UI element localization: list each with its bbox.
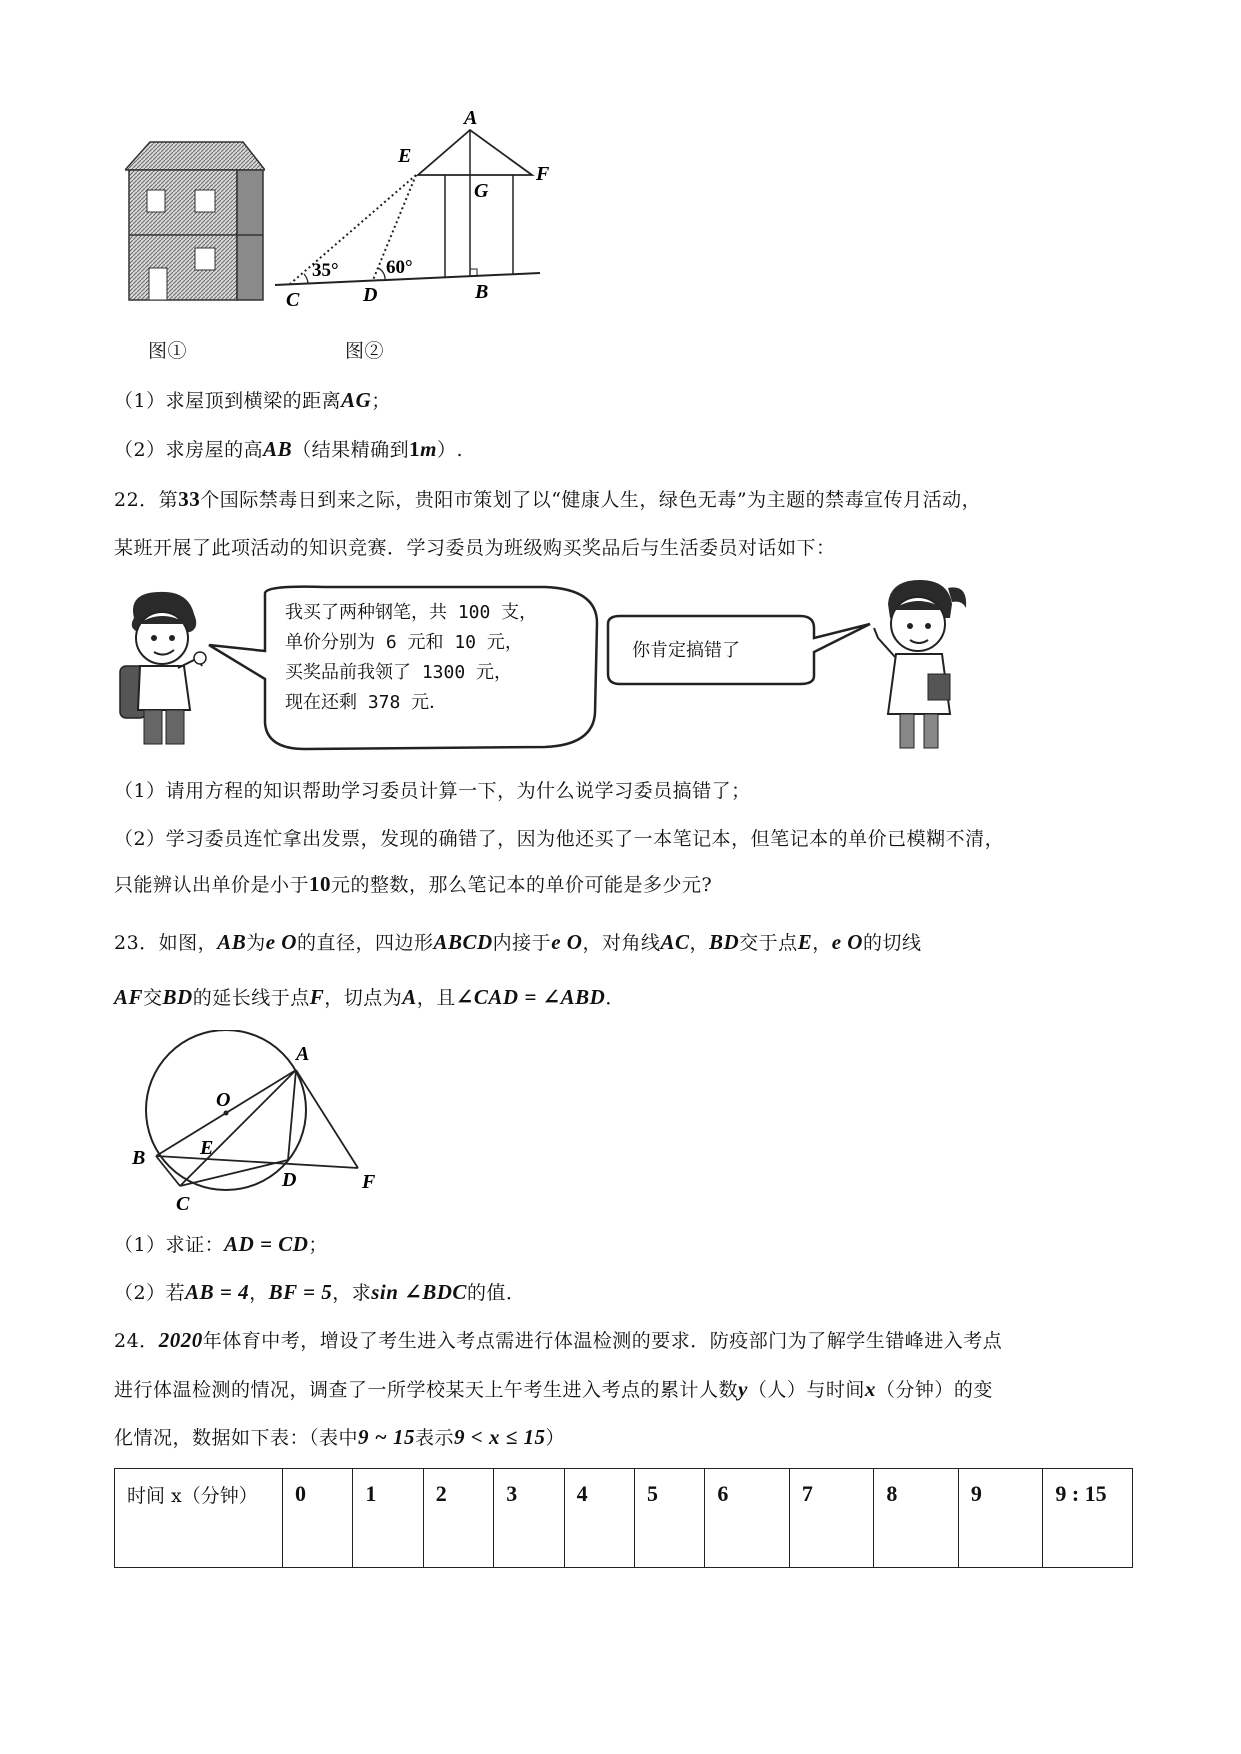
math-expression: e O	[265, 930, 297, 954]
q23-part2	[114, 1278, 525, 1305]
q22-part2-line2: 只能辨认出单价是小于10元的整数，那么笔记本的单价可能是多少元?	[114, 872, 713, 896]
geometry-figure	[270, 108, 590, 308]
text-segment: ，	[249, 1282, 269, 1304]
q24-line3	[114, 1423, 565, 1450]
label-B: B	[475, 281, 489, 303]
q21-part1: （1）求屋顶到横梁的距离AG；	[114, 388, 391, 412]
text-segment: 为	[246, 932, 266, 954]
text-segment: 交	[143, 987, 163, 1009]
math-expression: e O	[831, 930, 863, 954]
label-C: C	[286, 289, 300, 308]
q22-line1: 22．第33个国际禁毒日到来之际，贵阳市策划了以“健康人生，绿色无毒”为主题的禁毒宣传月活动，	[114, 487, 982, 511]
figure-caption-1: 图①	[148, 340, 188, 362]
q23-line1	[114, 928, 921, 955]
q22-part1: （1）请用方程的知识帮助学习委员计算一下，为什么说学习委员搞错了；	[114, 780, 751, 802]
angle-35: 35°	[312, 260, 339, 281]
text-segment: ，	[689, 932, 709, 954]
math-expression: sin ∠BDC	[371, 1280, 467, 1304]
text-segment: 的延长线于点	[192, 987, 310, 1009]
math-expression: y	[738, 1377, 748, 1401]
circle-label-C: C	[176, 1193, 190, 1212]
text-segment: ，	[812, 932, 832, 954]
text-segment: （分钟）的变	[875, 1379, 993, 1401]
text-segment: 交于点	[739, 932, 798, 954]
text-segment: （1）求证：	[114, 1234, 225, 1256]
q22-part2-line1: （2）学习委员连忙拿出发票，发现的确错了，因为他还买了一本笔记本，但笔记本的单价已模糊不清，	[114, 828, 1005, 850]
text-segment: 的直径，四边形	[296, 932, 434, 954]
text-segment: （2）若	[114, 1282, 186, 1304]
q22-line2: 某班开展了此项活动的知识竞赛．学习委员为班级购买奖品后与生活委员对话如下：	[114, 537, 836, 559]
math-expression: F	[309, 985, 325, 1009]
q23-line2	[114, 983, 625, 1010]
text-segment: 表示	[414, 1427, 454, 1449]
table-cell: 3	[494, 1469, 564, 1568]
circle-label-D: D	[282, 1169, 297, 1191]
girl-speech-text: 你肯定搞错了	[632, 640, 740, 661]
text-segment: ，求	[332, 1282, 372, 1304]
boy-speech-line: 我买了两种钢笔，共 100 支，	[285, 602, 538, 623]
label-D: D	[363, 284, 378, 306]
circle-label-A: A	[296, 1043, 310, 1065]
math-expression: ABCD	[433, 930, 493, 954]
time-data-table	[114, 1468, 1133, 1568]
q24-line2	[114, 1375, 993, 1402]
table-cell: 9	[958, 1469, 1042, 1568]
math-expression: AB = 4	[185, 1280, 250, 1304]
table-cell: 7	[789, 1469, 873, 1568]
girl-illustration	[870, 574, 970, 750]
math-expression: BD	[162, 985, 193, 1009]
text-segment: 的切线	[862, 932, 922, 954]
text-segment: ；	[308, 1234, 328, 1256]
math-expression: e O	[551, 930, 583, 954]
table-cell: 2	[423, 1469, 493, 1568]
math-expression: AF	[114, 985, 144, 1009]
math-expression: ∠CAD = ∠ABD	[455, 985, 606, 1009]
text-segment: 化情况，数据如下表：（表中	[114, 1427, 359, 1449]
table-cell: 8	[874, 1469, 958, 1568]
math-expression: 9 ~ 15	[358, 1425, 415, 1449]
circle-label-F: F	[362, 1171, 376, 1193]
angle-60: 60°	[386, 257, 413, 278]
circle-label-B: B	[132, 1147, 146, 1169]
boy-speech-text	[285, 598, 537, 718]
boy-speech-line: 现在还剩 378 元．	[285, 692, 448, 713]
label-G: G	[474, 180, 489, 202]
label-F: F	[536, 163, 550, 185]
math-expression: AC	[660, 930, 690, 954]
circle-figure	[128, 1030, 398, 1212]
table-header-cell: 时间 x（分钟）	[115, 1469, 283, 1568]
math-expression: A	[402, 985, 417, 1009]
label-E: E	[398, 145, 412, 167]
house-figure	[125, 140, 265, 302]
table-cell: 5	[635, 1469, 705, 1568]
q21-part2: （2）求房屋的高AB（结果精确到1m）.	[114, 437, 464, 461]
table-cell: 9 : 15	[1043, 1469, 1133, 1568]
table-cell: 1	[353, 1469, 423, 1568]
math-expression: AB	[217, 930, 247, 954]
math-expression: 9 < x ≤ 15	[454, 1425, 546, 1449]
math-expression: AD = CD	[224, 1232, 309, 1256]
text-segment: ．	[605, 987, 625, 1009]
math-expression: BF = 5	[268, 1280, 333, 1304]
math-expression: 2020	[158, 1328, 203, 1352]
figure-caption-2: 图②	[345, 340, 385, 362]
math-expression: x	[864, 1377, 876, 1401]
circle-label-E: E	[200, 1137, 214, 1159]
text-segment: 内接于	[492, 932, 552, 954]
text-segment: 进行体温检测的情况，调查了一所学校某天上午考生进入考点的累计人数	[114, 1379, 739, 1401]
table-row	[115, 1469, 1133, 1568]
text-segment: 年体育中考，增设了考生进入考点需进行体温检测的要求．防疫部门为了解学生错峰进入考点	[202, 1330, 1003, 1352]
math-expression: E	[797, 930, 813, 954]
q24-line1	[114, 1326, 1002, 1353]
q23-part1	[114, 1230, 328, 1257]
text-segment: （人）与时间	[747, 1379, 865, 1401]
boy-illustration	[118, 588, 210, 748]
math-expression: BD	[708, 930, 740, 954]
text-segment: ，且	[416, 987, 456, 1009]
table-cell: 4	[564, 1469, 634, 1568]
table-cell: 6	[705, 1469, 789, 1568]
circle-label-O: O	[216, 1089, 231, 1111]
table-cell: 0	[282, 1469, 352, 1568]
text-segment: 23．如图，	[114, 932, 218, 954]
boy-speech-line: 单价分别为 6 元和 10 元，	[285, 632, 523, 653]
label-A: A	[464, 108, 478, 129]
boy-speech-line: 买奖品前我领了 1300 元，	[285, 662, 513, 683]
text-segment: ，切点为	[324, 987, 403, 1009]
text-segment: 24．	[114, 1330, 159, 1352]
text-segment: ，对角线	[582, 932, 661, 954]
text-segment: 的值．	[466, 1282, 526, 1304]
text-segment: ）	[545, 1427, 566, 1449]
